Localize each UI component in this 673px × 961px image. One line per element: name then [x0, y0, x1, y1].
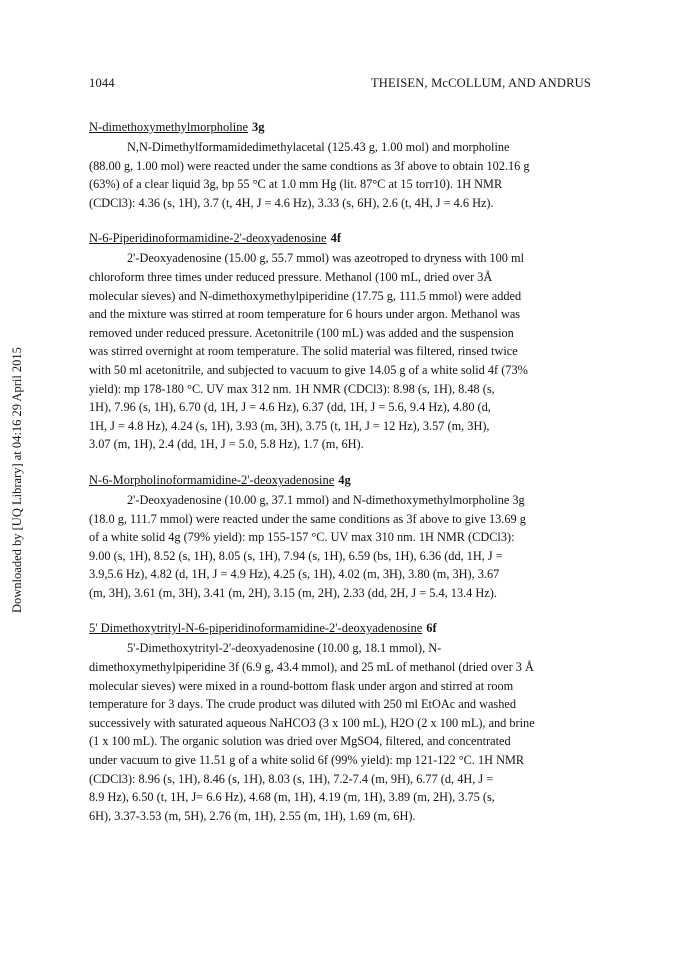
text-line: under vacuum to give 11.51 g of a white solid 6f (99% yield): mp 121-122 °C. 1H NMR — [89, 753, 525, 768]
text-line: 2'-Deoxyadenosine (10.00 g, 37.1 mmol) and N-dimethoxymethylmorpholine 3g — [127, 492, 525, 507]
text-line: successively with saturated aqueous NaHCO3 (3 x 100 mL), H2O (2 x 100 mL), and brine — [89, 715, 535, 730]
text-line: (CDCl3): 4.36 (s, 1H), 3.7 (t, 4H, J = 4.6 Hz), 3.33 (s, 6H), 2.6 (t, 4H, J = 4.6 Hz). — [89, 195, 494, 210]
section-heading — [89, 118, 591, 138]
section-6f — [89, 619, 591, 825]
text-line: N,N-Dimethylformamidedimethylacetal (125.43 g, 1.00 mol) and morpholine — [127, 140, 510, 154]
procedure-text — [89, 249, 591, 454]
compound-name: N-6-Morpholinoformamidine-2'-deoxyadenosine — [89, 472, 335, 487]
article-body — [89, 118, 591, 842]
compound-code: 3g — [252, 120, 265, 134]
compound-name: N-dimethoxymethylmorpholine — [89, 120, 249, 134]
text-line: dimethoxymethylpiperidine 3f (6.9 g, 43.4 mmol), and 25 mL of methanol (dried over 3 Å — [89, 660, 534, 675]
text-line: 5'-Dimethoxytrityl-2'-deoxyadenosine (10.00 g, 18.1 mmol), N- — [127, 641, 442, 656]
section-heading — [89, 619, 591, 639]
compound-code: 4f — [330, 231, 342, 246]
text-line: removed under reduced pressure. Acetonitrile (100 mL) was added and the suspension — [89, 325, 514, 340]
text-line: molecular sieves) were mixed in a round-bottom flask under argon and stirred at room — [89, 678, 514, 693]
text-line: (1 x 100 mL). The organic solution was dried over MgSO4, filtered, and concentrated — [89, 734, 511, 749]
text-line: (18.0 g, 111.7 mmol) were reacted under the same conditions as 3f above to give 13.69 g — [89, 511, 526, 526]
compound-name: 5' Dimethoxytrityl-N-6-piperidinoformamidine-2'-deoxyadenosine — [89, 621, 423, 636]
text-line: was stirred overnight at room temperature. The solid material was filtered, rinsed twice — [89, 344, 518, 359]
procedure-text — [89, 639, 591, 825]
page-number: 1044 — [89, 76, 115, 90]
text-line: 1H), 7.96 (s, 1H), 6.70 (d, 1H, J = 4.6 Hz), 6.37 (dd, 1H, J = 5.6, 9.4 Hz), 4.80 (d, — [89, 400, 491, 415]
text-line: 3.9,5.6 Hz), 4.82 (d, 1H, J = 4.9 Hz), 4.25 (s, 1H), 4.02 (m, 3H), 3.80 (m, 3H), 3.67 — [89, 567, 500, 582]
text-line: 8.9 Hz), 6.50 (t, 1H, J= 6.6 Hz), 4.68 (m, 1H), 4.19 (m, 1H), 3.89 (m, 2H), 3.75 (s, — [89, 790, 495, 805]
text-line: and the mixture was stirred at room temperature for 6 hours under argon. Methanol was — [89, 307, 521, 322]
compound-name: N-6-Piperidinoformamidine-2'-deoxyadenosine — [89, 231, 327, 246]
section-4g — [89, 471, 591, 603]
section-4f — [89, 229, 591, 454]
text-line: molecular sieves) and N-dimethoxymethylpiperidine (17.75 g, 111.5 mmol) were added — [89, 288, 522, 303]
text-line: (88.00 g, 1.00 mol) were reacted under the same condtions as 3f above to obtain 102.16 g — [89, 158, 530, 173]
text-line: with 50 ml acetonitrile, and subjected to vacuum to give 14.05 g of a white solid 4f (73% — [89, 362, 528, 377]
text-line: (CDCl3): 8.96 (s, 1H), 8.46 (s, 1H), 8.03 (s, 1H), 7.2-7.4 (m, 9H), 6.77 (d, 4H, J = — [89, 771, 494, 786]
text-line: 1H, J = 4.8 Hz), 4.24 (s, 1H), 3.93 (m, 3H), 3.75 (t, 1H, J = 12 Hz), 3.57 (m, 3H), — [89, 418, 490, 433]
text-line: temperature for 3 days. The crude product was diluted with 250 ml EtOAc and washed — [89, 697, 516, 712]
page-header — [89, 76, 591, 91]
text-line: chloroform three times under reduced pressure. Methanol (100 mL, dried over 3Å — [89, 269, 493, 284]
section-3g — [89, 118, 591, 212]
text-line: of a white solid 4g (79% yield): mp 155-157 °C. UV max 310 nm. 1H NMR (CDCl3): — [89, 530, 515, 545]
text-line: 3.07 (m, 1H), 2.4 (dd, 1H, J = 5.0, 5.8 Hz), 1.7 (m, 6H). — [89, 437, 364, 452]
text-line: yield): mp 178-180 °C. UV max 312 nm. 1H NMR (CDCl3): 8.98 (s, 1H), 8.48 (s, — [89, 381, 495, 396]
text-line: (m, 3H), 3.61 (m, 3H), 3.41 (m, 2H), 3.15 (m, 2H), 2.33 (dd, 2H, J = 5.4, 13.4 Hz). — [89, 585, 497, 600]
running-title: THEISEN, McCOLLUM, AND ANDRUS — [370, 76, 591, 90]
procedure-text — [89, 138, 591, 212]
compound-code: 6f — [426, 621, 437, 636]
download-watermark: Downloaded by [UQ Library] at 04:16 29 April 2015 — [10, 347, 24, 613]
text-line: (63%) of a clear liquid 3g, bp 55 °C at 1.0 mm Hg (lit. 87°C at 15 torr10). 1H NMR — [89, 177, 503, 192]
section-heading — [89, 471, 591, 491]
text-line: 6H), 3.37-3.53 (m, 5H), 2.76 (m, 1H), 2.55 (m, 1H), 1.69 (m, 6H). — [89, 808, 416, 823]
compound-code: 4g — [338, 472, 351, 487]
procedure-text — [89, 491, 591, 603]
text-line: 9.00 (s, 1H), 8.52 (s, 1H), 8.05 (s, 1H), 7.94 (s, 1H), 6.59 (bs, 1H), 6.36 (dd, 1H, J = — [89, 548, 503, 563]
section-heading — [89, 229, 591, 249]
text-line: 2'-Deoxyadenosine (15.00 g, 55.7 mmol) was azeotroped to dryness with 100 ml — [127, 251, 525, 266]
